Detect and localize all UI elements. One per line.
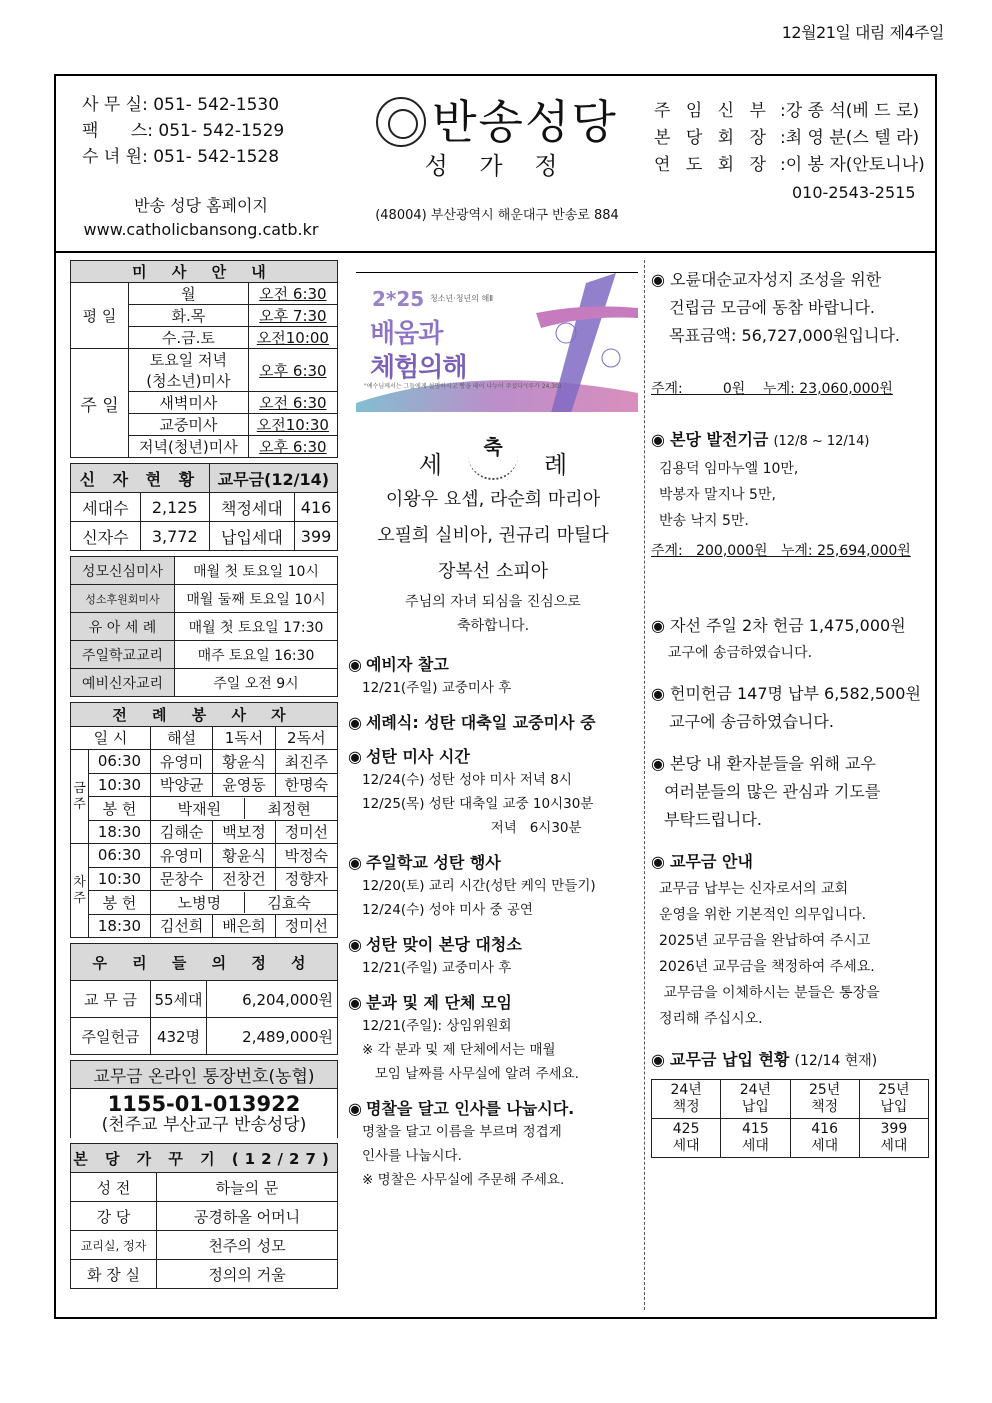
staff-role: 본 당 회 장 — [654, 128, 771, 148]
middle-column — [348, 260, 638, 1192]
left-column — [70, 260, 338, 1289]
notice-title: 분과 및 제 단체 모임 — [365, 993, 512, 1012]
notice-item — [348, 746, 638, 840]
reader-1: 배은희 — [213, 914, 275, 938]
dues-status-date: (12/14 현재) — [794, 1053, 878, 1069]
member-value: 3,772 — [140, 522, 209, 551]
congrats-line: 축하합니다. — [456, 618, 530, 634]
notice-line: 건립금 모금에 동참 바랍니다. — [659, 298, 875, 317]
table-row — [71, 669, 338, 697]
schedule-label: 성소후원회미사 — [71, 585, 175, 613]
dues-value: 416 — [295, 493, 338, 522]
fund-period: (12/8 ~ 12/14) — [773, 434, 870, 449]
notice-title: 예비자 찰고 — [365, 655, 449, 674]
dues-value: 425 세대 — [652, 1119, 721, 1158]
col-header: 1독서 — [213, 726, 275, 750]
cleaning-table — [70, 1143, 338, 1289]
mass-day: 토요일 저녁 (청소년)미사 — [129, 349, 249, 392]
notice-line: ◉ 자선 주일 2차 헌금 1,475,000원 — [651, 616, 906, 635]
reader-1: 윤영동 — [213, 773, 275, 797]
dues-value: 416 세대 — [790, 1119, 859, 1158]
mass-time: 오전10:00 — [248, 327, 337, 349]
notice-line: 12/21(주일) 교중미사 후 — [362, 680, 512, 696]
schedule-value: 매월 첫 토요일 17:30 — [175, 613, 338, 641]
schedule-label: 유 아 세 례 — [71, 613, 175, 641]
staff-name: :이 봉 자(안토니나) — [780, 155, 925, 175]
staff-phone: 010-2543-2515 — [792, 183, 916, 202]
table-row — [71, 1231, 338, 1260]
table-row — [71, 585, 338, 613]
service-time: 10:30 — [89, 773, 151, 797]
week-label: 금 주 — [71, 750, 89, 844]
mass-schedule-title: 미 사 안 내 — [71, 261, 338, 283]
youth-year-banner — [356, 272, 638, 412]
notice-line: 12/25(목) 성탄 대축일 교중 10시30분 — [362, 796, 594, 812]
notice-item — [348, 852, 638, 922]
banner-headline-1: 배움과 — [370, 319, 443, 349]
notice-line: 모임 날짜를 사무실에 알려 주세요. — [362, 1066, 579, 1082]
contact-line: 사 무 실: 051- 542-1530 — [82, 95, 280, 115]
contact-line: 수 녀 원: 051- 542-1528 — [82, 147, 280, 167]
notice-line: 명찰을 달고 이름을 부르며 정겹게 — [362, 1124, 562, 1140]
bullet-icon: ◉ — [348, 713, 362, 732]
rice-offering-notice — [651, 680, 934, 736]
table-row — [71, 1260, 338, 1289]
dues-label: 납입세대 — [209, 522, 294, 551]
bullet-icon: ◉ — [651, 270, 671, 289]
dues-label: 책정세대 — [209, 493, 294, 522]
mass-time: 오후 6:30 — [248, 349, 337, 392]
notice-line: 12/24(수) 성탄 성야 미사 저녁 8시 — [362, 772, 572, 788]
member-label: 세대수 — [71, 493, 141, 522]
baptized-names: 오필희 실비아, 권규리 마틸다 — [377, 525, 609, 546]
middle-notices — [348, 654, 638, 1192]
schedule-value: 매월 둘째 토요일 10시 — [175, 585, 338, 613]
mass-schedule-table — [70, 260, 338, 458]
banner-year: 2*25 — [372, 287, 425, 311]
service-time: 06:30 — [89, 750, 151, 774]
table-row — [71, 493, 338, 522]
table-row — [71, 1018, 338, 1055]
banner-quote: "예수님께서는 그들에게 설명하시고 빵을 떼어 나누어 주셨다"(루카 24,30) — [364, 383, 562, 390]
banner-headline-2: 체험의해 — [370, 353, 467, 383]
mass-time: 오후 6:30 — [248, 436, 337, 458]
weekday-label: 평 일 — [71, 283, 129, 349]
second-collection-notice — [651, 612, 934, 666]
notice-title: 주일학교 성탄 행사 — [365, 853, 501, 872]
cleaning-group: 정의의 거울 — [157, 1260, 338, 1289]
offerings-table — [70, 943, 338, 1055]
staff-role: 연 도 회 장 — [654, 155, 771, 175]
baptism-names — [348, 482, 638, 590]
offertory-names: 박재원 최정현 — [150, 797, 337, 821]
contact-list — [82, 92, 284, 170]
fund-totals: 주계: 200,000원 누계: 25,694,000원 — [651, 543, 911, 559]
baptism-congrats — [348, 430, 638, 638]
staff-name: :최 영 분(스 텔 라) — [780, 128, 920, 148]
notice-line: 12/21(주일) 교중미사 후 — [362, 960, 512, 976]
offertory-names: 노병명 김효숙 — [150, 891, 337, 915]
dues-status-table — [651, 1079, 929, 1158]
notice-line: 2025년 교무금을 완납하여 주시고 — [659, 933, 871, 949]
cleaning-group: 공경하올 어머니 — [157, 1202, 338, 1231]
cleaning-area: 강 당 — [71, 1202, 157, 1231]
special-schedule-table — [70, 556, 338, 697]
sick-prayer-notice — [651, 750, 934, 834]
mass-time: 오전 6:30 — [248, 283, 337, 305]
bullet-icon: ◉ — [348, 1099, 362, 1118]
church-logo-block — [352, 96, 642, 181]
table-row — [71, 349, 338, 392]
offering-count: 432명 — [151, 1018, 207, 1055]
notice-line: 저녁 6시30분 — [362, 820, 582, 836]
notice-line: 12/24(수) 성야 미사 중 공연 — [362, 902, 533, 918]
dues-header: 24년 납입 — [721, 1080, 790, 1119]
bullet-icon: ◉ — [651, 684, 671, 703]
commentator: 유영미 — [150, 750, 212, 774]
bullet-icon: ◉ — [651, 754, 671, 773]
right-column — [644, 260, 934, 1310]
notice-line: 12/21(주일): 상임위원회 — [362, 1018, 512, 1034]
notice-item — [348, 934, 638, 980]
reader-2: 정미선 — [275, 914, 337, 938]
dues-status-title: 교무금 납입 현황 — [670, 1050, 790, 1069]
notice-line: 교구에 송금하였습니다. — [659, 712, 834, 731]
staff-list — [654, 98, 925, 206]
notice-line: 교구에 송금하였습니다. — [659, 645, 813, 661]
member-status-table — [70, 463, 338, 551]
schedule-value: 매월 첫 토요일 10시 — [175, 557, 338, 585]
church-address: (48004) 부산광역시 해운대구 반송로 884 — [375, 208, 619, 223]
reader-2: 박정숙 — [275, 844, 337, 868]
bullet-icon: ◉ — [348, 655, 362, 674]
notice-title: 명찰을 달고 인사를 나눕시다. — [365, 1099, 575, 1118]
notice-item — [348, 992, 638, 1086]
service-time: 10:30 — [89, 867, 151, 891]
mass-day: 월 — [129, 283, 249, 305]
cleaning-area: 화 장 실 — [71, 1260, 157, 1289]
notice-title: 세례식: 성탄 대축일 교중미사 중 — [365, 713, 596, 732]
dues-value: 415 세대 — [721, 1119, 790, 1158]
service-time: 18:30 — [89, 914, 151, 938]
notice-item — [348, 712, 638, 734]
dues-value: 399 — [295, 522, 338, 551]
mass-day: 새벽미사 — [129, 392, 249, 414]
col-header: 일 시 — [71, 726, 151, 750]
cleaning-group: 하늘의 문 — [157, 1173, 338, 1202]
congrats-line: 주님의 자녀 되심을 진심으로 — [405, 594, 581, 610]
baptized-names: 장복선 소피아 — [437, 561, 549, 582]
bullet-icon: ◉ — [651, 852, 671, 871]
bullet-icon: ◉ — [651, 616, 671, 635]
donor-line: 반송 낙지 5만. — [659, 513, 749, 529]
shrine-fund-notice — [651, 266, 934, 398]
bullet-icon: ◉ — [348, 935, 362, 954]
bank-account-number: 1155-01-013922 — [107, 1092, 301, 1116]
wreath-badge-icon: 축 — [468, 430, 518, 480]
baptized-names: 이왕우 요셉, 라순희 마리아 — [385, 489, 601, 510]
dues-header: 24년 책정 — [652, 1080, 721, 1119]
notice-line: 여러분들의 많은 관심과 기도를 — [659, 782, 881, 801]
reader-2: 정향자 — [275, 867, 337, 891]
notice-line: ※ 각 분과 및 제 단체에서는 매월 — [362, 1042, 556, 1058]
table-row — [71, 641, 338, 669]
offering-amount: 6,204,000원 — [207, 981, 338, 1018]
schedule-value: 주일 오전 9시 — [175, 669, 338, 697]
staff-line — [654, 98, 925, 125]
col-header: 2독서 — [275, 726, 337, 750]
staff-role: 주 임 신 부 — [654, 101, 771, 121]
notice-line: ◉ 헌미헌금 147명 납부 6,582,500원 — [651, 684, 921, 703]
week-label: 차 주 — [71, 844, 89, 938]
table-row — [71, 773, 338, 797]
bullet-icon: ◉ — [651, 1050, 671, 1069]
table-row — [652, 1119, 929, 1158]
service-time: 봉 헌 — [89, 891, 151, 915]
notice-title: 성탄 미사 시간 — [365, 747, 470, 766]
schedule-value: 매주 토요일 16:30 — [175, 641, 338, 669]
table-row — [71, 891, 338, 915]
contact-line: 팩 스: 051- 542-1529 — [82, 121, 285, 141]
homepage-link[interactable]: www.catholicbansong.catb.kr — [83, 220, 319, 239]
homepage-block — [70, 194, 332, 242]
notice-line: ※ 명찰은 사무실에 주문해 주세요. — [362, 1172, 565, 1188]
bank-title: 교무금 온라인 통장번호(농협) — [71, 1061, 338, 1089]
homepage-label: 반송 성당 홈페이지 — [134, 196, 268, 215]
baptism-title-right: 례 — [544, 451, 568, 479]
notice-line: 인사를 나눕시다. — [362, 1148, 462, 1164]
service-time: 봉 헌 — [89, 797, 151, 821]
table-row — [71, 1202, 338, 1231]
donor-line: 박봉자 말지나 5만, — [659, 487, 776, 503]
schedule-label: 주일학교교리 — [71, 641, 175, 669]
liturgy-volunteers-table — [70, 702, 338, 938]
bullet-icon: ◉ — [348, 853, 362, 872]
mass-day: 수.금.토 — [129, 327, 249, 349]
church-subtitle: 성 가 정 — [424, 152, 570, 180]
notice-line: 목표금액: 56,727,000원입니다. — [659, 326, 900, 345]
reader-1: 황윤식 — [213, 844, 275, 868]
table-row — [71, 914, 338, 938]
reader-1: 전창건 — [213, 867, 275, 891]
notice-line: ◉ 오륜대순교자성지 조성을 위한 — [651, 270, 882, 289]
baptism-title-left: 세 — [418, 451, 442, 479]
table-row — [71, 844, 338, 868]
reader-1: 황윤식 — [213, 750, 275, 774]
notice-line: ◉ 본당 내 환자분들을 위해 교우 — [651, 754, 876, 773]
service-time: 06:30 — [89, 844, 151, 868]
bulletin-frame — [54, 74, 937, 1319]
bank-account-holder: (천주교 부산교구 반송성당) — [101, 1115, 307, 1135]
church-name: 반송성당 — [432, 95, 618, 149]
table-row — [71, 867, 338, 891]
commentator: 김해순 — [150, 820, 212, 844]
table-row — [71, 981, 338, 1018]
banner-subtitle: 청소년·청년의 해Ⅱ — [430, 294, 494, 303]
liturgy-title: 전 례 봉 사 자 — [71, 703, 338, 727]
cleaning-group: 천주의 성모 — [157, 1231, 338, 1260]
notice-line: 정리해 주십시오. — [659, 1011, 763, 1027]
service-time: 18:30 — [89, 820, 151, 844]
notice-line: 교무금 납부는 신자로서의 교회 — [659, 881, 849, 897]
baptism-message — [348, 590, 638, 638]
staff-line — [654, 125, 925, 152]
shrine-fund-totals: 주계: 0원 누계: 23,060,000원 — [651, 381, 893, 397]
schedule-label: 성모신심미사 — [71, 557, 175, 585]
dues-info-title: 교무금 안내 — [670, 852, 753, 871]
table-row — [71, 522, 338, 551]
member-status-title: 신 자 현 황 — [71, 464, 210, 493]
sunday-label: 주 일 — [71, 349, 129, 458]
mass-time: 오전10:30 — [248, 414, 337, 436]
member-value: 2,125 — [140, 493, 209, 522]
donor-line: 김용덕 임마누엘 10만, — [659, 461, 799, 477]
mass-day: 교중미사 — [129, 414, 249, 436]
commentator: 문창수 — [150, 867, 212, 891]
reader-1: 백보정 — [213, 820, 275, 844]
bullet-icon: ◉ — [348, 993, 362, 1012]
commentator: 박양균 — [150, 773, 212, 797]
table-row — [652, 1080, 929, 1119]
commentator: 유영미 — [150, 844, 212, 868]
table-row — [71, 797, 338, 821]
mass-day: 화.목 — [129, 305, 249, 327]
table-row — [71, 613, 338, 641]
mass-day: 저녁(청년)미사 — [129, 436, 249, 458]
col-header: 해설 — [150, 726, 212, 750]
bank-account-table — [70, 1060, 338, 1138]
fund-title: 본당 발전기금 — [670, 430, 769, 449]
dues-title: 교무금(12/14) — [209, 464, 337, 493]
reader-2: 최진주 — [275, 750, 337, 774]
notice-item — [348, 654, 638, 700]
mass-time: 오전 6:30 — [248, 392, 337, 414]
notice-title: 성탄 맞이 본당 대청소 — [365, 935, 522, 954]
offerings-title: 우 리 들 의 정 성 — [71, 944, 338, 981]
table-row — [71, 557, 338, 585]
notice-line: 교무금을 이체하시는 분들은 통장을 — [659, 985, 880, 1001]
church-emblem-icon — [376, 97, 426, 147]
notice-item — [348, 1098, 638, 1192]
offering-label: 교 무 금 — [71, 981, 151, 1018]
table-row — [71, 283, 338, 305]
development-fund-notice — [651, 426, 934, 560]
notice-line: 2026년 교무금을 책정하여 주세요. — [659, 959, 875, 975]
table-row — [71, 750, 338, 774]
reader-2: 정미선 — [275, 820, 337, 844]
offering-count: 55세대 — [151, 981, 207, 1018]
mass-time: 오후 7:30 — [248, 305, 337, 327]
cleaning-title: 본 당 가 꾸 기 (12/27) — [71, 1144, 338, 1173]
notice-line: 운영을 위한 기본적인 의무입니다. — [659, 907, 867, 923]
dues-status-notice — [651, 1046, 934, 1158]
dues-value: 399 세대 — [859, 1119, 928, 1158]
table-row — [71, 820, 338, 844]
dues-header: 25년 납입 — [859, 1080, 928, 1119]
cleaning-area: 교리실, 정자 — [71, 1231, 157, 1260]
staff-line — [654, 152, 925, 179]
header — [56, 76, 935, 253]
table-row — [71, 1173, 338, 1202]
staff-name: :강 종 석(베 드 로) — [780, 101, 920, 121]
bullet-icon: ◉ — [348, 747, 362, 766]
cleaning-area: 성 전 — [71, 1173, 157, 1202]
offering-amount: 2,489,000원 — [207, 1018, 338, 1055]
dues-info-notice — [651, 848, 934, 1032]
reader-2: 한명숙 — [275, 773, 337, 797]
dues-header: 25년 책정 — [790, 1080, 859, 1119]
notice-line: 12/20(토) 교리 시간(성탄 케익 만들기) — [362, 878, 596, 894]
member-label: 신자수 — [71, 522, 141, 551]
schedule-label: 예비신자교리 — [71, 669, 175, 697]
notice-line: 부탁드립니다. — [659, 810, 762, 829]
issue-date: 12월21일 대림 제4주일 — [781, 23, 944, 42]
commentator: 김선희 — [150, 914, 212, 938]
bullet-icon: ◉ — [651, 430, 671, 449]
offering-label: 주일헌금 — [71, 1018, 151, 1055]
